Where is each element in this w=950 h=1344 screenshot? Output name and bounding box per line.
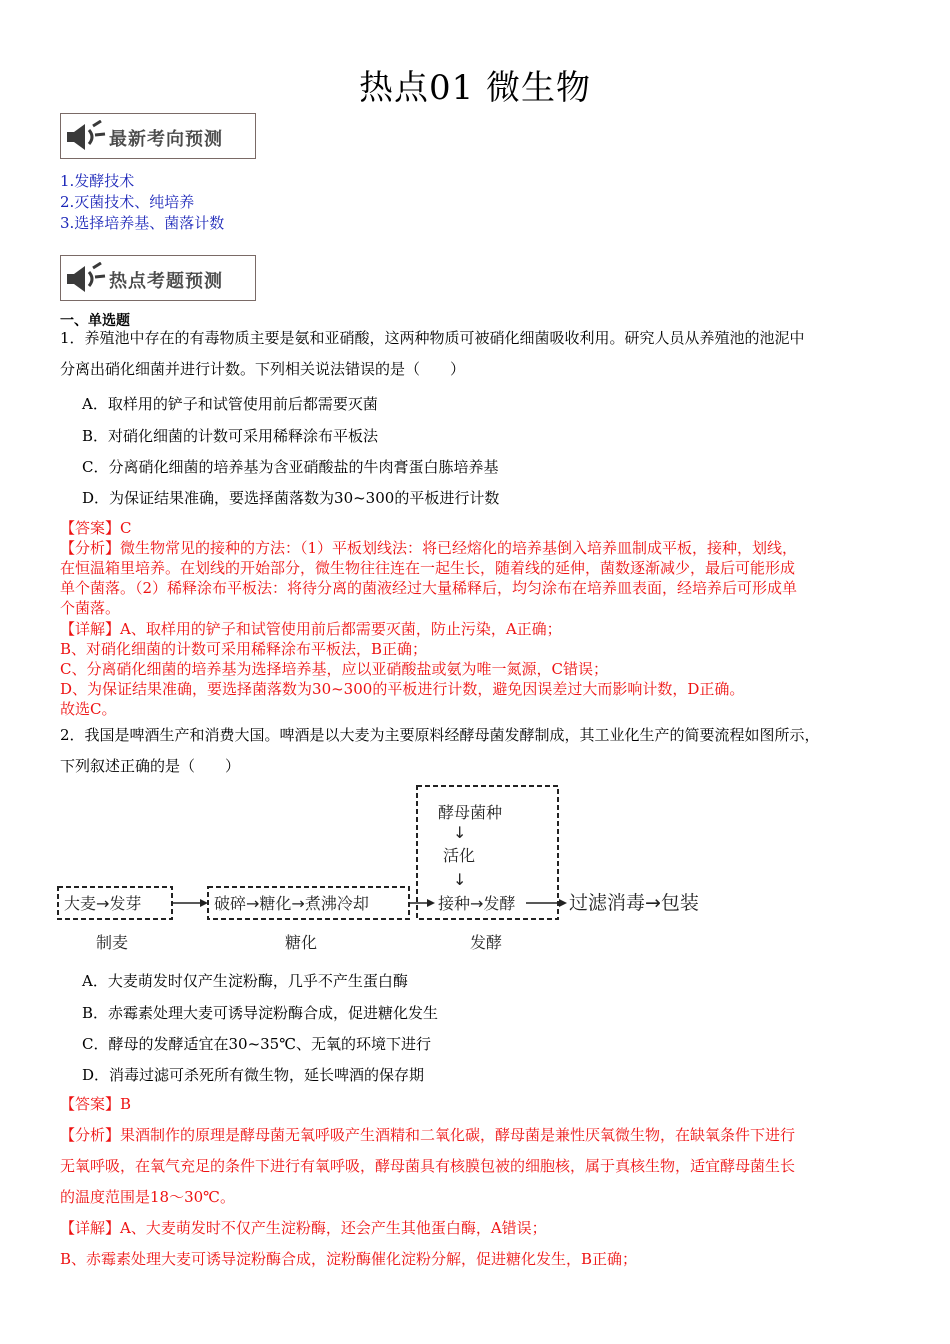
analysis-line: 的温度范围是18～30℃。 xyxy=(60,1188,235,1206)
activation-label: 活化 xyxy=(443,846,476,865)
page-title: 热点01 微生物 xyxy=(358,68,592,108)
detail-line: B、赤霉素处理大麦可诱导淀粉酶合成，淀粉酶催化淀粉分解，促进糖化发生，B正确； xyxy=(60,1250,638,1268)
question-1-stem xyxy=(60,323,895,385)
stem-line: 分离出硝化细菌并进行计数。下列相关说法错误的是（ ） xyxy=(60,360,466,378)
q1-analysis xyxy=(60,538,895,618)
stem-line: 下列叙述正确的是（ ） xyxy=(60,757,241,775)
analysis-line: 【分析】微生物常见的接种的方法：（1）平板划线法：将已经熔化的培养基倒入培养皿制成平板，接种，划线， xyxy=(60,539,798,557)
q1-option-b: B．对硝化细菌的计数可采用稀释涂布平板法 xyxy=(82,427,379,445)
q1-option-c: C．分离硝化细菌的培养基为含亚硝酸盐的牛肉膏蛋白胨培养基 xyxy=(82,458,499,476)
topic-item: 2.灭菌技术、纯培养 xyxy=(60,193,195,211)
topic-item: 3.选择培养基、菌落计数 xyxy=(60,214,225,232)
beer-process-diagram xyxy=(56,782,736,958)
q2-analysis xyxy=(60,1120,895,1213)
analysis-line: 个菌落。 xyxy=(60,599,121,617)
banner-label: 最新考向预测 xyxy=(109,129,223,150)
q1-answer: 【答案】C xyxy=(60,519,132,537)
down-arrow-icon: ↓ xyxy=(453,870,467,889)
detail-line: 【详解】A、大麦萌发时不仅产生淀粉酶，还会产生其他蛋白酶，A错误； xyxy=(60,1219,547,1237)
topic-list xyxy=(60,171,224,234)
analysis-line: 单个菌落。（2）稀释涂布平板法：将待分离的菌液经过大量稀释后，均匀涂布在培养皿表面，经培养后可形成单 xyxy=(60,579,798,597)
section-banner-latest xyxy=(60,113,256,159)
q2-option-b: B．赤霉素处理大麦可诱导淀粉酶合成，促进糖化发生 xyxy=(82,1004,439,1022)
megaphone-icon xyxy=(65,120,107,154)
section-banner-hot xyxy=(60,255,256,301)
fermentation-label: 发酵 xyxy=(470,933,503,952)
analysis-line: 在恒温箱里培养。在划线的开始部分，微生物往往连在一起生长，随着线的延伸，菌数逐渐减少，最后可能形成 xyxy=(60,559,796,577)
banner-label: 热点考题预测 xyxy=(109,271,223,292)
saccharification-label: 糖化 xyxy=(285,933,318,952)
q2-option-d: D．消毒过滤可杀死所有微生物，延长啤酒的保存期 xyxy=(82,1066,425,1084)
analysis-line: 【分析】果酒制作的原理是酵母菌无氧呼吸产生酒精和二氧化碳，酵母菌是兼性厌氧微生物，在缺氧条件下进行 xyxy=(60,1126,796,1144)
q1-option-a: A．取样用的铲子和试管使用前后都需要灭菌 xyxy=(82,395,378,413)
detail-line: 【详解】A、取样用的铲子和试管使用前后都需要灭菌，防止污染，A正确； xyxy=(60,620,562,638)
topic-item: 1.发酵技术 xyxy=(60,172,135,190)
q2-detail xyxy=(60,1213,895,1275)
question-2-stem xyxy=(60,720,895,782)
stem-line: 2．我国是啤酒生产和消费大国。啤酒是以大麦为主要原料经酵母菌发酵制成，其工业化生产的简要流程如图所示， xyxy=(60,726,820,744)
down-arrow-icon: ↓ xyxy=(453,823,467,842)
q2-option-a: A．大麦萌发时仅产生淀粉酶，几乎不产生蛋白酶 xyxy=(82,972,408,990)
analysis-line: 无氧呼吸，在氧气充足的条件下进行有氧呼吸，酵母菌具有核膜包被的细胞核，属于真核生物，适宜酵母菌生长 xyxy=(60,1157,796,1175)
detail-line: 故选C。 xyxy=(60,700,117,718)
stem-line: 1．养殖池中存在的有毒物质主要是氨和亚硝酸，这两种物质可被硝化细菌吸收利用。研究人员从养殖池的池泥中 xyxy=(60,329,805,347)
malting-label: 制麦 xyxy=(96,933,129,952)
saccharification-steps: 破碎→糖化→煮沸冷却 xyxy=(214,894,369,913)
fermentation-steps: 接种→发酵 xyxy=(438,894,516,913)
q2-option-c: C．酵母的发酵适宜在30~35℃、无氧的环境下进行 xyxy=(82,1035,432,1053)
q1-detail xyxy=(60,619,895,719)
detail-line: C、分离硝化细菌的培养基为选择培养基，应以亚硝酸盐或氨为唯一氮源，C错误； xyxy=(60,660,608,678)
malting-steps: 大麦→发芽 xyxy=(64,894,142,913)
section-heading: 一、单选题 xyxy=(60,313,130,329)
megaphone-icon xyxy=(65,262,107,296)
detail-line: B、对硝化细菌的计数可采用稀释涂布平板法，B正确； xyxy=(60,640,428,658)
q1-option-d: D．为保证结果准确，要选择菌落数为30~300的平板进行计数 xyxy=(82,489,500,507)
yeast-strain-label: 酵母菌种 xyxy=(438,803,503,822)
q2-answer: 【答案】B xyxy=(60,1095,132,1113)
filter-package-steps: 过滤消毒→包装 xyxy=(569,892,699,914)
detail-line: D、为保证结果准确，要选择菌落数为30~300的平板进行计数，避免因误差过大而影响计数，D正确。 xyxy=(60,680,745,698)
